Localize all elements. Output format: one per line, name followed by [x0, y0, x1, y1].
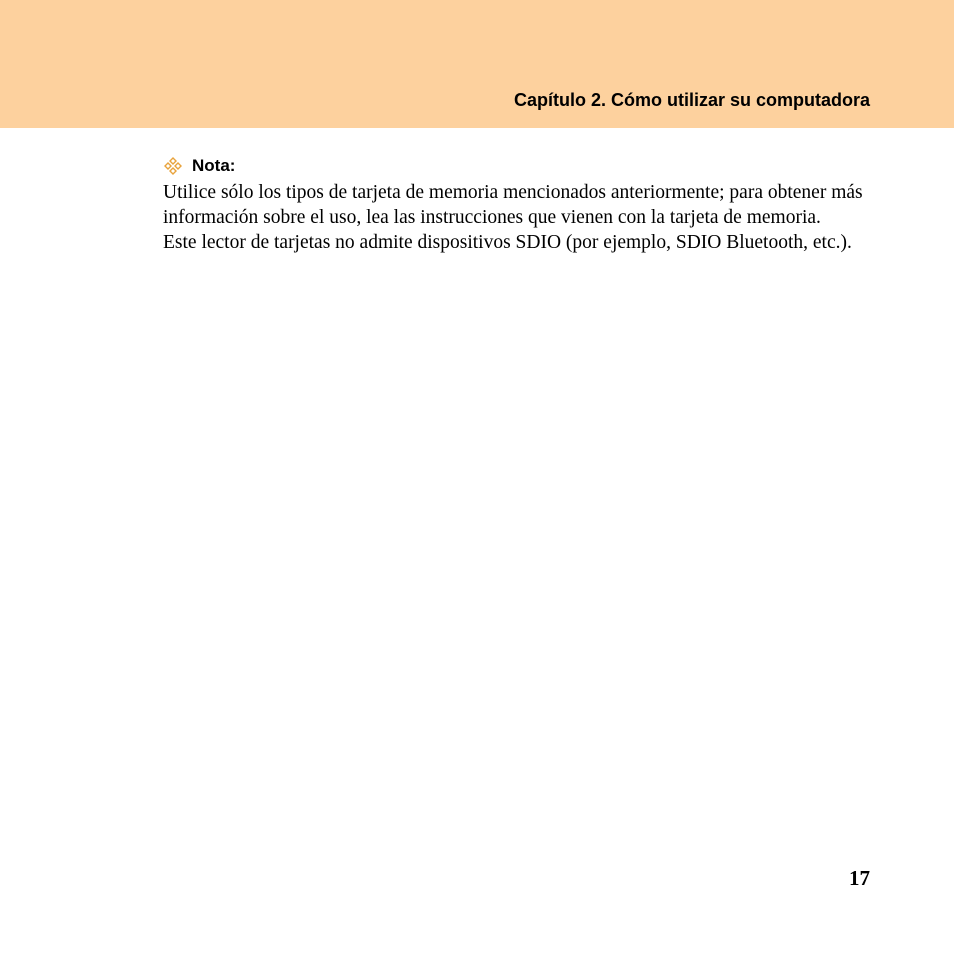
page-number: 17 [849, 866, 870, 890]
four-diamond-note-icon [164, 157, 182, 175]
note-heading [163, 154, 883, 178]
note-label: Nota: [192, 156, 236, 175]
chapter-title: Capítulo 2. Cómo utilizar su computadora [513, 90, 870, 110]
note-block [163, 154, 883, 255]
note-paragraph: Este lector de tarjetas no admite dispositivos SDIO (por ejemplo, SDIO Bluetooth, etc.). [163, 232, 852, 253]
note-body [163, 180, 883, 255]
note-paragraph: Utilice sólo los tipos de tarjeta de memoria mencionados anteriormente; para obtener más información sobre el uso, lea las instrucciones que vienen con la tarjeta de memoria. [163, 182, 863, 228]
